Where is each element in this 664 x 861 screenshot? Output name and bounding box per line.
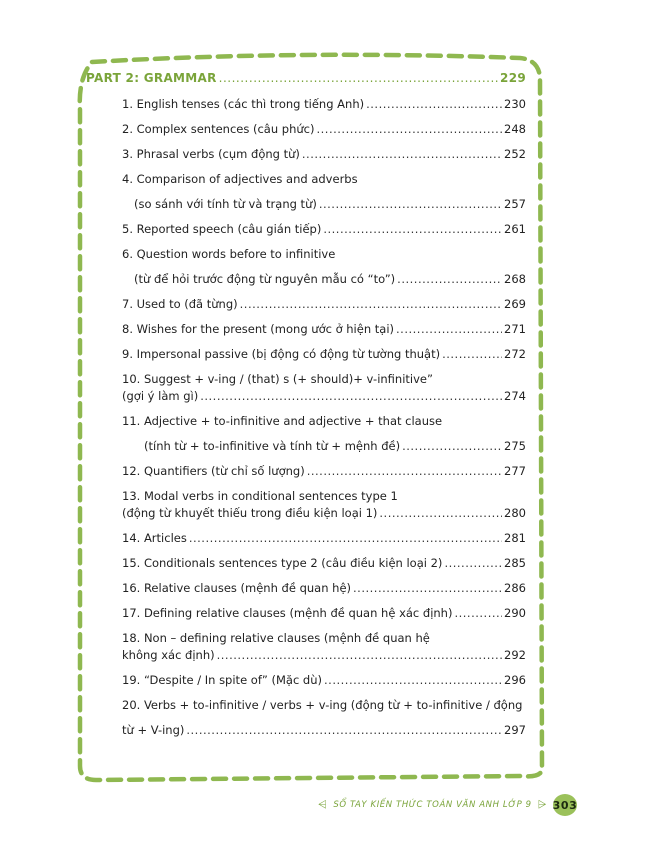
- toc-entry-3[interactable]: 3. Phrasal verbs (cụm động từ) ..... 252: [122, 142, 526, 167]
- book-title: SỔ TAY KIẾN THỨC TOÁN VĂN ANH LỚP 9: [333, 800, 532, 810]
- toc-entry-6[interactable]: 6. Question words before to infinitive (từ để hỏi trước động từ nguyên mẫu có “to”) ..... 268: [122, 242, 526, 292]
- toc-entry-14[interactable]: 14. Articles ..... 281: [122, 526, 526, 551]
- toc-entry-13[interactable]: 13. Modal verbs in conditional sentences type 1 (động từ khuyết thiếu trong điều kiện loại 1) ..... 280: [122, 484, 526, 526]
- part-page: 229: [500, 71, 526, 85]
- table-of-contents: [122, 92, 526, 743]
- toc-entry-19[interactable]: 19. “Despite / In spite of” (Mặc dù) ..... 296: [122, 668, 526, 693]
- toc-entry-1[interactable]: 1. English tenses (các thì trong tiếng Anh) ..... 230: [122, 92, 526, 117]
- toc-entry-20[interactable]: 20. Verbs + to-infinitive / verbs + v-ing (động từ + to-infinitive / động từ + V-ing) ..... 297: [122, 693, 526, 743]
- page-footer: [318, 794, 577, 816]
- toc-entry-17[interactable]: 17. Defining relative clauses (mệnh đề quan hệ xác định) ..... 290: [122, 601, 526, 626]
- toc-entry-15[interactable]: 15. Conditionals sentences type 2 (câu điều kiện loại 2) ..... 285: [122, 551, 526, 576]
- toc-entry-8[interactable]: 8. Wishes for the present (mong ước ở hiện tại) ..... 271: [122, 317, 526, 342]
- toc-entry-2[interactable]: 2. Complex sentences (câu phức) ..... 248: [122, 117, 526, 142]
- sparkle-icon: ⩤: [318, 798, 328, 811]
- toc-entry-11[interactable]: 11. Adjective + to-infinitive and adjective + that clause (tính từ + to-infinitive và tính từ + mệnh đề) ..... 275: [122, 409, 526, 459]
- toc-entry-7[interactable]: 7. Used to (đã từng) ..... 269: [122, 292, 526, 317]
- toc-entry-18[interactable]: 18. Non – defining relative clauses (mệnh đề quan hệ không xác định) ..... 292: [122, 626, 526, 668]
- toc-entry-9[interactable]: 9. Impersonal passive (bị động có động từ tường thuật) ..... 272: [122, 342, 526, 367]
- part-heading: [86, 71, 526, 85]
- dot-leader: [219, 71, 498, 85]
- sparkle-icon: ⩥: [537, 798, 548, 811]
- toc-entry-5[interactable]: 5. Reported speech (câu gián tiếp) ..... 261: [122, 217, 526, 242]
- part-title: PART 2: GRAMMAR: [86, 71, 217, 85]
- toc-entry-16[interactable]: 16. Relative clauses (mệnh đề quan hệ) ..... 286: [122, 576, 526, 601]
- page-number-badge: 303: [553, 794, 577, 816]
- toc-entry-4[interactable]: 4. Comparison of adjectives and adverbs (so sánh với tính từ và trạng từ) ..... 257: [122, 167, 526, 217]
- toc-entry-12[interactable]: 12. Quantifiers (từ chỉ số lượng) ..... 277: [122, 459, 526, 484]
- toc-entry-10[interactable]: 10. Suggest + v-ing / (that) s (+ should)+ v-infinitive” (gợi ý làm gì) ..... 274: [122, 367, 526, 409]
